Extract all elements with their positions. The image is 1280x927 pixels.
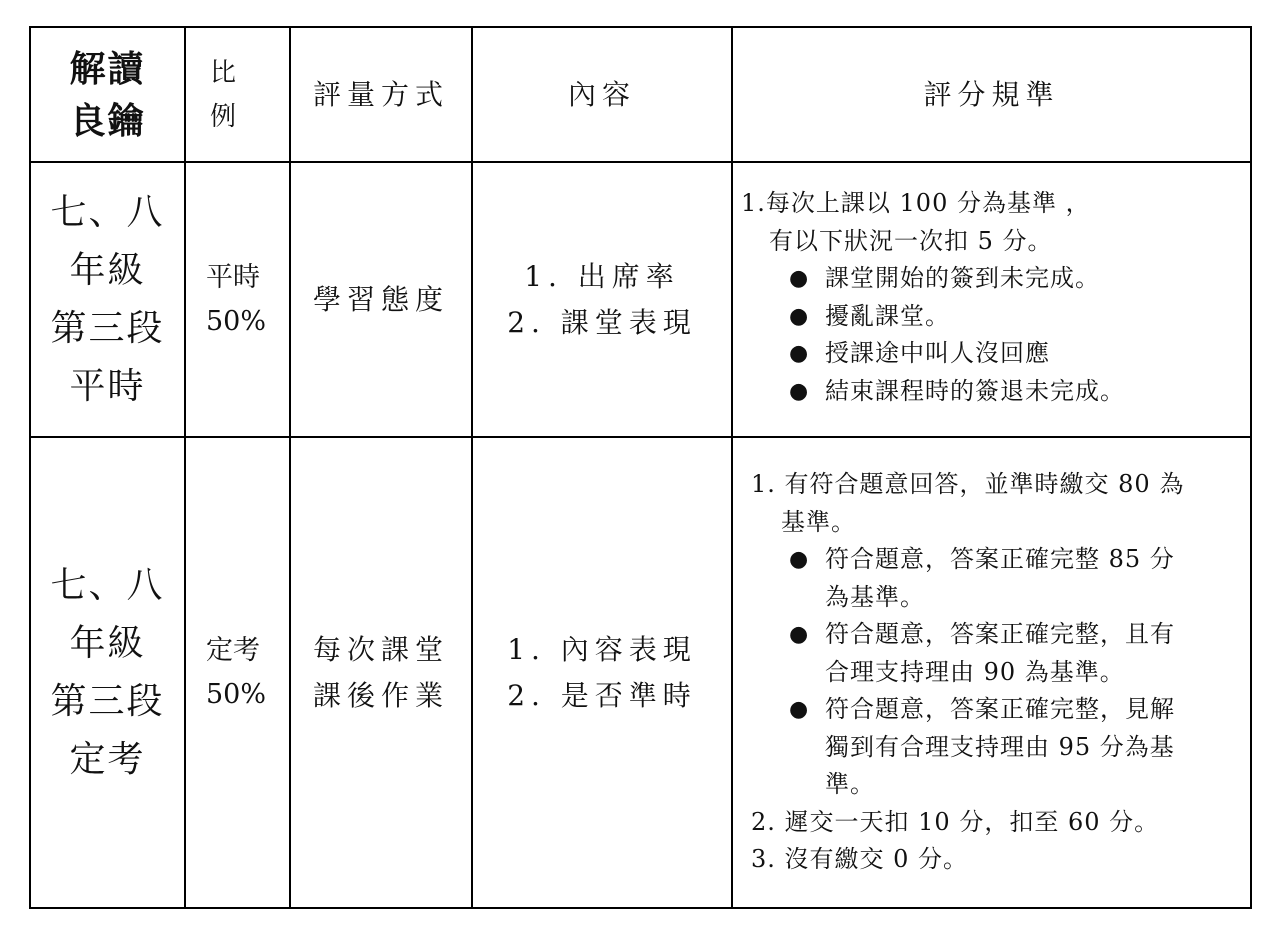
row1-rule-1-continuation: 有以下狀況一次扣 5 分。	[769, 226, 1053, 255]
row1-rule-1	[741, 185, 1240, 260]
row1-ratio-cell	[185, 162, 290, 437]
row1-bullet-text: 授課途中叫人沒回應	[825, 339, 1050, 367]
grading-rubric-table	[29, 26, 1252, 909]
header-ratio-line1: 比	[210, 57, 237, 88]
header-category-line1: 解讀	[69, 47, 146, 90]
row2-method-line: 課後作業	[312, 678, 449, 712]
bullet-icon: ●	[789, 378, 810, 404]
row2-bullet-line: 符合題意，答案正確完整，見解	[825, 695, 1175, 724]
row2-bullet-text	[825, 691, 1238, 804]
list-item	[751, 616, 1238, 691]
row1-rule-1-text: 每次上課以 100 分為基準 ，	[765, 189, 1091, 217]
row2-category-line: 七、八	[50, 564, 165, 606]
row2-rule-1-continuation: 基準。	[781, 507, 856, 536]
row2-bullet-text	[825, 541, 1238, 616]
bullet-icon: ●	[789, 341, 810, 366]
list-item	[741, 298, 1240, 336]
table-row	[30, 162, 1251, 437]
table-row	[30, 437, 1251, 908]
row2-category-line: 第三段	[50, 680, 165, 722]
row1-rule-1-number: 1.	[741, 189, 766, 217]
row2-method-line: 每次課堂	[312, 632, 449, 666]
row1-content-line: 1. 出席率	[524, 259, 680, 293]
row1-bullet-text: 結束課程時的簽退未完成。	[825, 376, 1125, 405]
list-item	[741, 335, 1240, 373]
row1-ratio-value: 50%	[206, 305, 267, 337]
list-item	[741, 260, 1240, 298]
row2-rule-1	[751, 466, 1238, 541]
row1-category-line: 第三段	[50, 307, 165, 349]
row2-category-line: 年級	[69, 622, 146, 664]
row2-ratio-label: 定考	[206, 634, 260, 666]
row1-category-line: 七、八	[50, 191, 165, 233]
row1-content-cell	[472, 162, 732, 437]
row2-content-line: 1. 內容表現	[507, 632, 697, 666]
row2-content-line: 2. 是否準時	[507, 678, 697, 712]
header-cell-method	[290, 27, 472, 162]
row2-rule-2-text: 2. 遲交一天扣 10 分，扣至 60 分。	[751, 807, 1160, 836]
row1-content-line: 2. 課堂表現	[507, 305, 697, 339]
row2-content-cell	[472, 437, 732, 908]
header-row	[30, 27, 1251, 162]
row1-criteria-cell	[732, 162, 1251, 437]
header-content-label: 內容	[567, 77, 636, 111]
list-item	[751, 691, 1238, 804]
header-method-label: 評量方式	[312, 77, 449, 111]
row1-category-line: 年級	[69, 249, 146, 291]
header-cell-criteria	[732, 27, 1251, 162]
row2-method-cell	[290, 437, 472, 908]
header-cell-content	[472, 27, 732, 162]
row2-ratio-cell	[185, 437, 290, 908]
row1-bullet-text: 擾亂課堂。	[825, 301, 950, 330]
bullet-icon: ●	[789, 266, 810, 291]
row1-category-line: 平時	[69, 365, 146, 407]
row2-bullet-line: 符合題意，答案正確完整 85 分	[825, 545, 1175, 574]
row2-criteria-cell	[732, 437, 1251, 908]
row1-category-cell	[30, 162, 185, 437]
row2-bullet-line: 準。	[825, 770, 875, 799]
row2-bullet-line: 合理支持理由 90 為基準。	[825, 657, 1125, 686]
row2-bullet-line: 為基準。	[825, 582, 925, 611]
header-cell-ratio	[185, 27, 290, 162]
bullet-icon: ●	[789, 303, 810, 329]
header-ratio-line2: 例	[210, 101, 237, 132]
row1-method-cell	[290, 162, 472, 437]
list-item	[741, 373, 1240, 411]
row2-rule-2	[751, 804, 1238, 842]
row2-rule-3-text: 3. 沒有繳交 0 分。	[751, 845, 969, 874]
bullet-icon: ●	[789, 622, 810, 648]
row2-rule-3	[751, 841, 1238, 879]
row2-ratio-value: 50%	[206, 678, 267, 710]
row2-category-cell	[30, 437, 185, 908]
row2-bullet-line: 符合題意，答案正確完整，且有	[825, 620, 1175, 649]
row1-method-line: 學習態度	[312, 282, 449, 316]
row2-rule-1-text: 1. 有符合題意回答，並準時繳交 80 為	[751, 470, 1185, 499]
bullet-icon: ●	[789, 697, 810, 723]
header-cell-category	[30, 27, 185, 162]
row2-category-line: 定考	[69, 738, 146, 780]
row2-bullet-line: 獨到有合理支持理由 95 分為基	[825, 732, 1175, 761]
header-criteria-label: 評分規準	[923, 77, 1060, 111]
row1-bullet-text: 課堂開始的簽到未完成。	[825, 264, 1100, 292]
header-category-line2: 良鑰	[69, 99, 146, 142]
row2-bullet-text	[825, 616, 1238, 691]
bullet-icon: ●	[789, 547, 810, 573]
row1-ratio-label: 平時	[206, 261, 260, 293]
list-item	[751, 541, 1238, 616]
